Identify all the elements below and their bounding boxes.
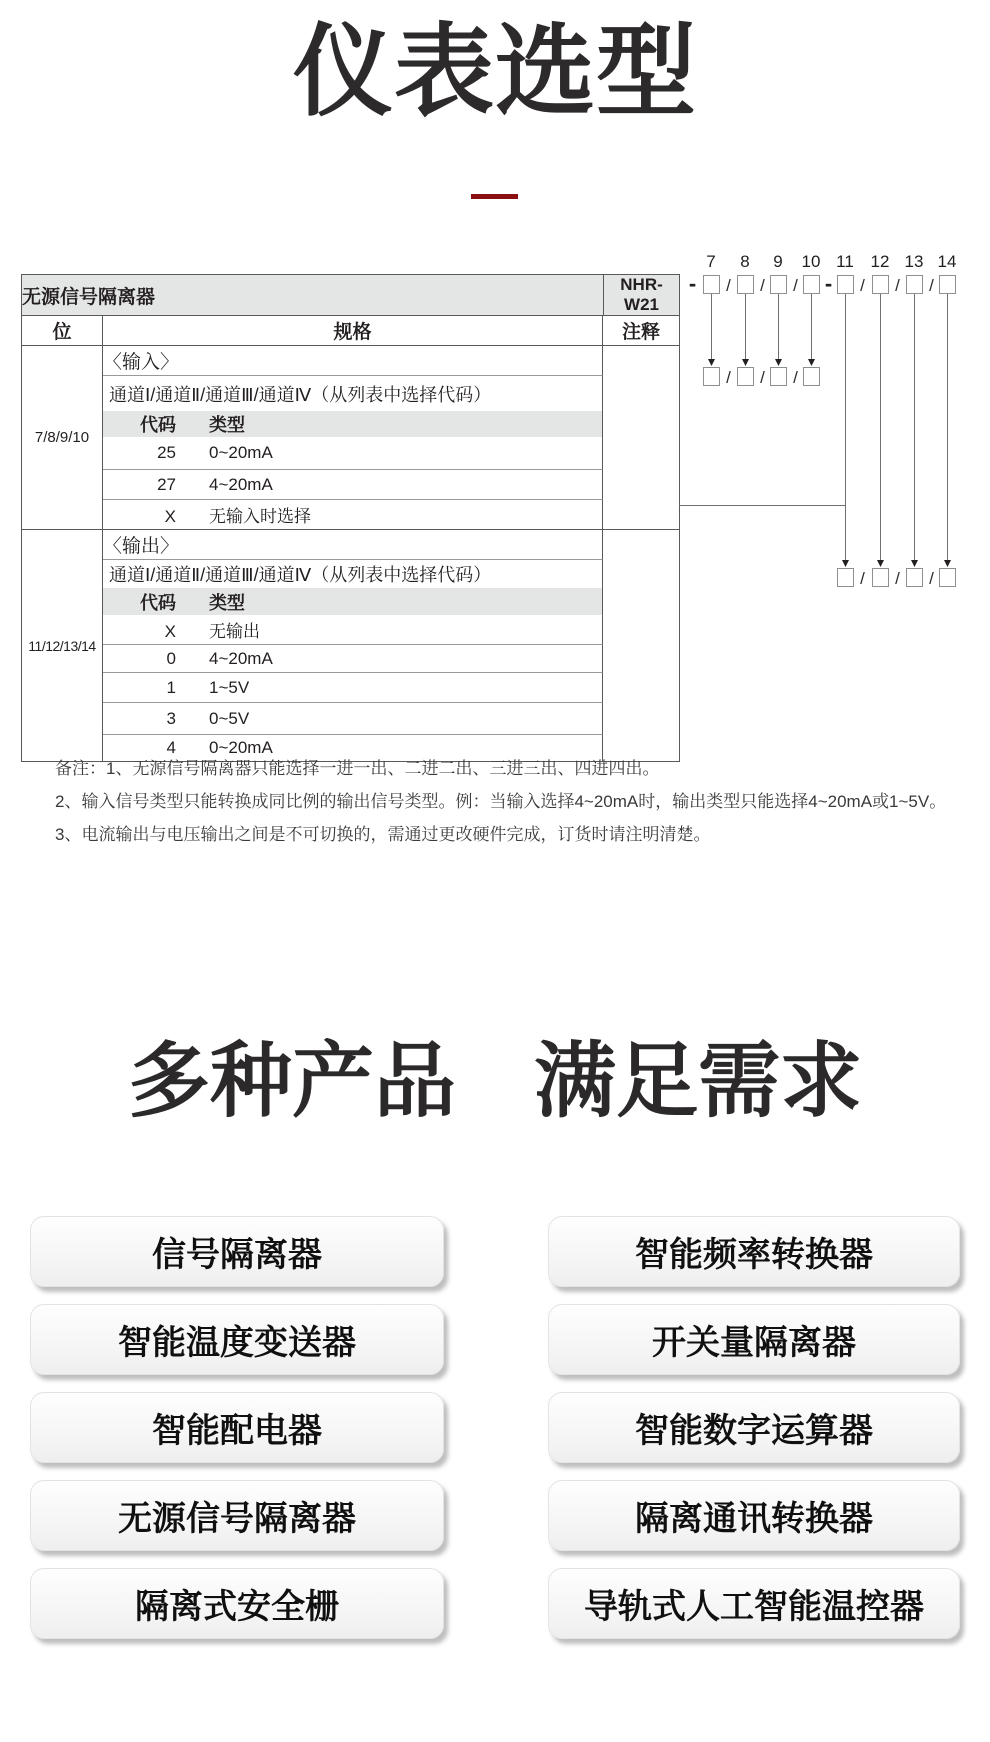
section-title: [0, 1038, 990, 1126]
code-box: [872, 275, 889, 294]
product-button-smart-digital-calculator[interactable]: 智能数字运算器: [548, 1392, 960, 1463]
code-value: 3: [166, 708, 176, 728]
column-header-row: [22, 316, 679, 346]
model-selection-table: [21, 274, 680, 762]
code-box: [803, 367, 820, 386]
code-row: [22, 615, 679, 645]
code-box: [939, 568, 956, 587]
code-row: [22, 500, 679, 530]
slash: /: [726, 276, 731, 295]
col-header-position: 位: [22, 316, 103, 346]
type-header: 类型: [209, 592, 245, 613]
product-button-passive-signal-isolator[interactable]: 无源信号隔离器: [30, 1480, 444, 1551]
position-number: 13: [904, 252, 924, 271]
code-box: [906, 275, 923, 294]
position-number: 8: [740, 252, 750, 271]
input-code-header-row: [22, 411, 679, 437]
note-line-2: 2、输入信号类型只能转换成同比例的输出信号类型。例：当输入选择4~20mA时，输出类型只能选择4~20mA或1~5V。: [55, 792, 947, 811]
code-value: 25: [157, 443, 176, 462]
position-number: 12: [870, 252, 890, 271]
output-channels-row: [22, 560, 679, 588]
type-value: 1~5V: [209, 677, 250, 697]
type-value: 0~5V: [209, 708, 250, 728]
slash: /: [860, 276, 865, 295]
position-number: 14: [937, 252, 957, 271]
slash: /: [895, 276, 900, 295]
code-box: [703, 275, 720, 294]
code-value: 0: [166, 648, 176, 668]
slash: /: [760, 276, 765, 295]
code-row: [22, 645, 679, 673]
input-label-row: [22, 346, 679, 376]
output-channels: 通道Ⅰ/通道Ⅱ/通道Ⅲ/通道Ⅳ（从列表中选择代码）: [103, 560, 603, 588]
type-value: 无输入时选择: [209, 507, 311, 526]
code-box: [737, 275, 754, 294]
type-value: 4~20mA: [209, 474, 273, 494]
product-button-smart-distributor[interactable]: 智能配电器: [30, 1392, 444, 1463]
slash: /: [929, 276, 934, 295]
slash: /: [895, 569, 900, 588]
input-positions: 7/8/9/10: [22, 346, 103, 530]
code-value: X: [164, 507, 176, 526]
slash: /: [860, 569, 865, 588]
code-row: [22, 437, 679, 470]
code-value: 27: [157, 474, 176, 494]
slash: /: [793, 276, 798, 295]
red-divider: [471, 194, 518, 199]
code-header: 代码: [140, 592, 176, 613]
code-box: [703, 367, 720, 386]
code-box: [837, 275, 854, 294]
product-button-switch-isolator[interactable]: 开关量隔离器: [548, 1304, 960, 1375]
code-box: [770, 367, 787, 386]
code-row: [22, 673, 679, 703]
type-value: 4~20mA: [209, 648, 273, 668]
output-section-label: 〈输出〉: [103, 530, 603, 560]
input-channels-row: [22, 376, 679, 411]
product-button-isolated-comm-converter[interactable]: 隔离通讯转换器: [548, 1480, 960, 1551]
dash: -: [688, 271, 697, 296]
slash: /: [793, 368, 798, 387]
code-header: 代码: [140, 415, 176, 435]
input-section-label: 〈输入〉: [103, 346, 603, 376]
section-title-right: 满足需求: [534, 1036, 863, 1127]
title-gap: [456, 1038, 534, 1126]
position-number: 10: [801, 252, 821, 271]
position-number: 11: [836, 252, 854, 271]
product-button-rail-ai-temp-controller[interactable]: 导轨式人工智能温控器: [548, 1568, 960, 1639]
position-number: 9: [773, 252, 783, 271]
note-cell-input: [603, 346, 679, 530]
code-box: [872, 568, 889, 587]
code-value: 4: [166, 738, 176, 757]
code-box: [837, 568, 854, 587]
code-box: [737, 367, 754, 386]
product-button-isolated-safety-barrier[interactable]: 隔离式安全栅: [30, 1568, 444, 1639]
type-value: 0~20mA: [209, 738, 273, 757]
code-value: 1: [166, 677, 176, 697]
input-channels: 通道Ⅰ/通道Ⅱ/通道Ⅲ/通道Ⅳ（从列表中选择代码）: [103, 376, 603, 411]
slash: /: [760, 368, 765, 387]
col-header-note: 注释: [603, 316, 679, 346]
position-number: 7: [706, 252, 716, 271]
code-value: X: [164, 622, 176, 641]
code-row: [22, 470, 679, 500]
code-row: [22, 703, 679, 735]
type-header: 类型: [209, 415, 245, 435]
code-box: [803, 275, 820, 294]
product-name: 无源信号隔离器: [22, 275, 603, 316]
code-box: [939, 275, 956, 294]
page-title: 仪表选型: [293, 16, 697, 128]
note-cell-output: [603, 530, 679, 761]
output-label-row: [22, 530, 679, 560]
notes: [55, 758, 965, 857]
model-code: NHR-W21: [603, 275, 679, 316]
type-value: 0~20mA: [209, 443, 273, 462]
slash: /: [726, 368, 731, 387]
output-code-header-row: [22, 588, 679, 615]
section-title-left: 多种产品: [127, 1036, 456, 1127]
product-button-signal-isolator[interactable]: 信号隔离器: [30, 1216, 444, 1287]
table-header-row: [22, 275, 679, 316]
product-button-smart-frequency-converter[interactable]: 智能频率转换器: [548, 1216, 960, 1287]
note-line-1: 备注：1、无源信号隔离器只能选择一进一出、二进二出、三进三出、四进四出。: [55, 759, 660, 778]
code-box: [770, 275, 787, 294]
slash: /: [929, 569, 934, 588]
code-box: [906, 568, 923, 587]
col-header-spec: 规格: [103, 316, 603, 346]
note-line-3: 3、电流输出与电压输出之间是不可切换的，需通过更改硬件完成，订货时请注明清楚。: [55, 825, 711, 844]
dash: -: [824, 271, 833, 296]
type-value: 无输出: [209, 622, 260, 641]
output-positions: 11/12/13/14: [22, 530, 103, 761]
product-button-smart-temp-transmitter[interactable]: 智能温度变送器: [30, 1304, 444, 1375]
